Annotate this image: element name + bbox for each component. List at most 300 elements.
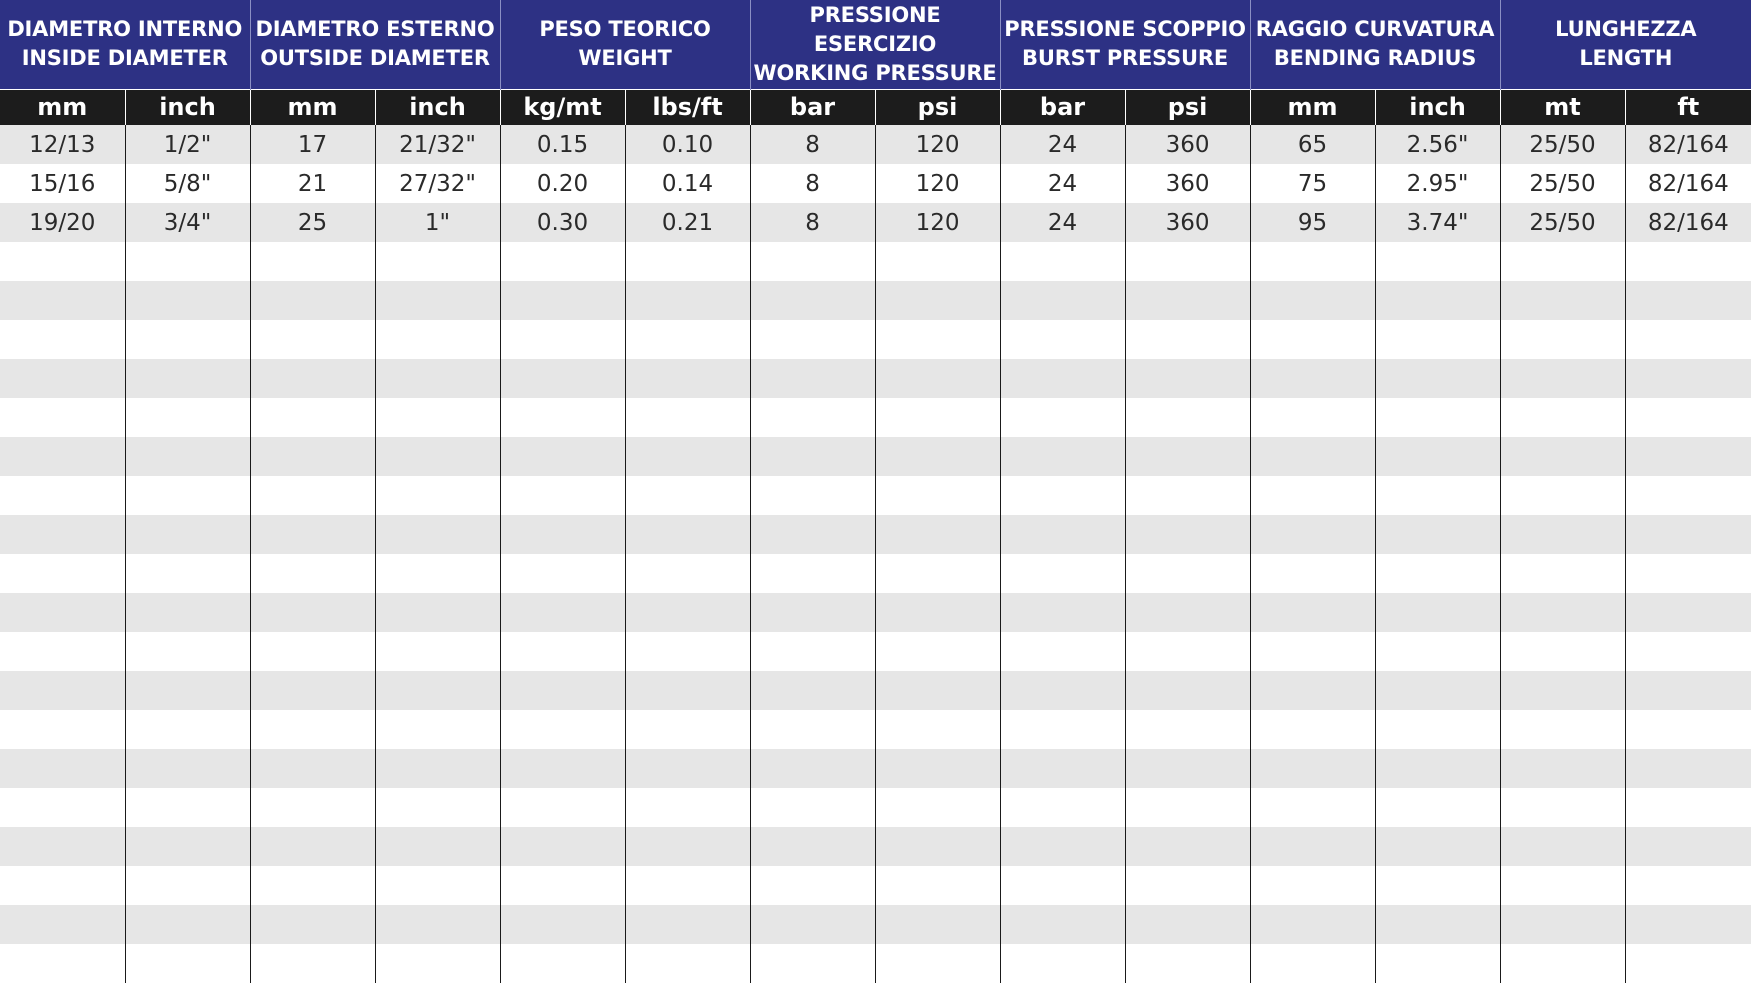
- table-cell: [500, 671, 625, 710]
- unit-header: mm: [0, 89, 125, 125]
- table-cell: [1375, 554, 1500, 593]
- table-cell: [1000, 437, 1125, 476]
- table-cell: [625, 281, 750, 320]
- table-cell: [625, 632, 750, 671]
- table-cell: [375, 632, 500, 671]
- table-cell: 360: [1125, 125, 1250, 164]
- table-cell: [500, 866, 625, 905]
- table-cell: [1500, 827, 1625, 866]
- table-cell: [375, 359, 500, 398]
- group-header-en: OUTSIDE DIAMETER: [260, 46, 490, 71]
- table-cell: [250, 281, 375, 320]
- table-cell: [1125, 320, 1250, 359]
- table-cell: 27/32": [375, 164, 500, 203]
- table-cell: [375, 437, 500, 476]
- table-cell: [1125, 476, 1250, 515]
- table-cell: [1250, 359, 1375, 398]
- table-cell: [1625, 632, 1751, 671]
- table-cell: [1000, 905, 1125, 944]
- table-cell: [1000, 281, 1125, 320]
- table-cell: [1375, 398, 1500, 437]
- table-cell: [750, 827, 875, 866]
- group-header-it: RAGGIO CURVATURA: [1255, 17, 1495, 42]
- table-cell: [0, 242, 125, 281]
- table-cell: [125, 281, 250, 320]
- table-cell: [1250, 320, 1375, 359]
- table-cell: 82/164: [1625, 125, 1751, 164]
- group-header-en: WORKING PRESSURE: [753, 60, 997, 85]
- table-cell: [625, 242, 750, 281]
- table-cell: [1000, 866, 1125, 905]
- table-cell: [500, 710, 625, 749]
- table-cell: [375, 788, 500, 827]
- table-cell: [1000, 476, 1125, 515]
- table-cell: [875, 710, 1000, 749]
- table-cell: [1500, 554, 1625, 593]
- table-row: [0, 320, 1751, 359]
- table-cell: [250, 593, 375, 632]
- table-cell: [875, 398, 1000, 437]
- unit-header: inch: [125, 89, 250, 125]
- table-cell: [500, 437, 625, 476]
- unit-header: bar: [1000, 89, 1125, 125]
- table-cell: [0, 476, 125, 515]
- table-cell: [750, 359, 875, 398]
- table-cell: [1000, 359, 1125, 398]
- table-cell: [375, 476, 500, 515]
- table-row: [0, 554, 1751, 593]
- table-row: [0, 398, 1751, 437]
- table-cell: 15/16: [0, 164, 125, 203]
- table-cell: [0, 788, 125, 827]
- table-cell: [1125, 944, 1250, 983]
- table-row: [0, 437, 1751, 476]
- table-row: [0, 203, 1751, 242]
- unit-header: psi: [875, 89, 1000, 125]
- table-cell: [1125, 671, 1250, 710]
- table-cell: [750, 515, 875, 554]
- table-cell: [625, 710, 750, 749]
- table-cell: [375, 827, 500, 866]
- table-row: [0, 281, 1751, 320]
- table-cell: [1500, 632, 1625, 671]
- table-cell: [875, 554, 1000, 593]
- group-header-en: WEIGHT: [578, 46, 672, 71]
- table-cell: [1000, 944, 1125, 983]
- table-cell: [625, 476, 750, 515]
- unit-header: inch: [375, 89, 500, 125]
- table-cell: [875, 359, 1000, 398]
- table-cell: [625, 905, 750, 944]
- group-header-it: PESO TEORICO: [539, 17, 711, 42]
- table-cell: [0, 749, 125, 788]
- table-cell: [1250, 398, 1375, 437]
- unit-header: inch: [1375, 89, 1500, 125]
- table-cell: [1375, 788, 1500, 827]
- table-cell: [1625, 710, 1751, 749]
- table-cell: [250, 749, 375, 788]
- table-cell: [1000, 554, 1125, 593]
- table-cell: [625, 671, 750, 710]
- table-cell: [750, 593, 875, 632]
- table-cell: [250, 788, 375, 827]
- unit-header: ft: [1625, 89, 1751, 125]
- table-cell: [1000, 632, 1125, 671]
- table-cell: 25/50: [1500, 164, 1625, 203]
- group-header-burst-pressure: [1000, 0, 1250, 89]
- table-cell: [1250, 710, 1375, 749]
- table-cell: [1250, 554, 1375, 593]
- table-cell: 24: [1000, 164, 1125, 203]
- table-cell: [1375, 242, 1500, 281]
- group-header-it: DIAMETRO INTERNO: [7, 17, 243, 42]
- table-cell: [1625, 359, 1751, 398]
- table-cell: [375, 281, 500, 320]
- table-cell: 82/164: [1625, 203, 1751, 242]
- table-cell: [875, 476, 1000, 515]
- table-cell: [875, 944, 1000, 983]
- table-cell: [1500, 359, 1625, 398]
- table-cell: [0, 827, 125, 866]
- group-header-it: PRESSIONE ESERCIZIO: [809, 2, 941, 56]
- table-cell: [1125, 866, 1250, 905]
- table-cell: [1625, 320, 1751, 359]
- group-header-it: DIAMETRO ESTERNO: [255, 17, 495, 42]
- group-header-bending-radius: [1250, 0, 1500, 89]
- table-cell: [125, 359, 250, 398]
- table-cell: [125, 710, 250, 749]
- table-cell: [1125, 242, 1250, 281]
- table-cell: 21: [250, 164, 375, 203]
- table-cell: [0, 710, 125, 749]
- table-cell: [1500, 749, 1625, 788]
- table-cell: [250, 632, 375, 671]
- group-header-en: INSIDE DIAMETER: [21, 46, 228, 71]
- table-cell: 65: [1250, 125, 1375, 164]
- table-cell: [750, 671, 875, 710]
- table-cell: [1625, 749, 1751, 788]
- table-cell: [1000, 320, 1125, 359]
- table-cell: [1125, 398, 1250, 437]
- table-cell: 360: [1125, 164, 1250, 203]
- table-row: [0, 593, 1751, 632]
- table-cell: [1500, 437, 1625, 476]
- table-cell: [1500, 398, 1625, 437]
- table-cell: [750, 554, 875, 593]
- table-cell: [375, 671, 500, 710]
- table-cell: [375, 905, 500, 944]
- table-cell: 120: [875, 203, 1000, 242]
- table-cell: [625, 944, 750, 983]
- table-cell: [875, 866, 1000, 905]
- table-cell: [1500, 710, 1625, 749]
- table-cell: [625, 437, 750, 476]
- group-header-inside-diameter: [0, 0, 250, 89]
- table-cell: [500, 788, 625, 827]
- table-cell: [625, 749, 750, 788]
- table-cell: [1375, 710, 1500, 749]
- table-row: [0, 242, 1751, 281]
- table-cell: [1625, 866, 1751, 905]
- table-cell: 19/20: [0, 203, 125, 242]
- table-cell: [1125, 788, 1250, 827]
- table-cell: [375, 593, 500, 632]
- table-cell: [250, 320, 375, 359]
- table-cell: [1125, 710, 1250, 749]
- table-row: [0, 359, 1751, 398]
- table-cell: [1375, 905, 1500, 944]
- table-cell: 0.20: [500, 164, 625, 203]
- table-cell: [500, 515, 625, 554]
- table-cell: [625, 554, 750, 593]
- table-cell: 17: [250, 125, 375, 164]
- table-row: [0, 125, 1751, 164]
- group-header-en: BURST PRESSURE: [1022, 46, 1229, 71]
- group-header-en: BENDING RADIUS: [1273, 46, 1477, 71]
- table-cell: [875, 242, 1000, 281]
- table-cell: [1250, 593, 1375, 632]
- table-row: [0, 788, 1751, 827]
- table-cell: [625, 359, 750, 398]
- table-cell: 24: [1000, 203, 1125, 242]
- table-cell: [500, 554, 625, 593]
- table-cell: [500, 281, 625, 320]
- unit-header: mt: [1500, 89, 1625, 125]
- table-cell: 75: [1250, 164, 1375, 203]
- table-cell: [0, 554, 125, 593]
- table-cell: [125, 437, 250, 476]
- table-cell: [750, 866, 875, 905]
- table-cell: [1625, 788, 1751, 827]
- table-cell: [625, 515, 750, 554]
- group-header-working-pressure: [750, 0, 1000, 89]
- table-cell: [375, 242, 500, 281]
- table-cell: [250, 359, 375, 398]
- table-cell: [1500, 515, 1625, 554]
- table-cell: [875, 788, 1000, 827]
- table-cell: [875, 671, 1000, 710]
- table-cell: [1250, 437, 1375, 476]
- table-cell: [875, 905, 1000, 944]
- table-cell: [625, 788, 750, 827]
- table-cell: [125, 632, 250, 671]
- table-cell: [1625, 827, 1751, 866]
- table-cell: [750, 788, 875, 827]
- table-row: [0, 164, 1751, 203]
- table-cell: [125, 476, 250, 515]
- table-cell: [0, 866, 125, 905]
- table-cell: [375, 554, 500, 593]
- table-row: [0, 476, 1751, 515]
- table-cell: [750, 632, 875, 671]
- table-cell: [250, 827, 375, 866]
- table-cell: 5/8": [125, 164, 250, 203]
- table-cell: [1250, 866, 1375, 905]
- table-cell: [500, 944, 625, 983]
- table-cell: [0, 944, 125, 983]
- table-cell: [1625, 554, 1751, 593]
- table-cell: [375, 866, 500, 905]
- table-cell: [1125, 749, 1250, 788]
- table-cell: [0, 593, 125, 632]
- table-cell: 0.14: [625, 164, 750, 203]
- table-cell: [125, 827, 250, 866]
- table-cell: [125, 398, 250, 437]
- table-cell: [500, 632, 625, 671]
- table-cell: [500, 242, 625, 281]
- table-cell: [875, 320, 1000, 359]
- table-cell: [875, 281, 1000, 320]
- table-cell: 1": [375, 203, 500, 242]
- table-cell: [1500, 944, 1625, 983]
- table-cell: [1125, 554, 1250, 593]
- table-cell: [1000, 710, 1125, 749]
- table-cell: [750, 905, 875, 944]
- table-cell: [250, 671, 375, 710]
- unit-header: psi: [1125, 89, 1250, 125]
- group-header-en: LENGTH: [1579, 46, 1673, 71]
- unit-header: kg/mt: [500, 89, 625, 125]
- table-cell: [750, 242, 875, 281]
- table-cell: [500, 749, 625, 788]
- table-cell: [1375, 476, 1500, 515]
- table-cell: 24: [1000, 125, 1125, 164]
- table-cell: [250, 944, 375, 983]
- table-cell: [250, 866, 375, 905]
- table-cell: [750, 710, 875, 749]
- table-cell: 12/13: [0, 125, 125, 164]
- table-cell: [125, 866, 250, 905]
- table-cell: [1625, 476, 1751, 515]
- table-cell: [875, 632, 1000, 671]
- table-cell: 0.10: [625, 125, 750, 164]
- table-cell: [1375, 281, 1500, 320]
- table-cell: [1250, 476, 1375, 515]
- table-cell: [500, 476, 625, 515]
- table-row: [0, 827, 1751, 866]
- table-cell: [1625, 671, 1751, 710]
- table-cell: [1250, 827, 1375, 866]
- table-cell: 25/50: [1500, 203, 1625, 242]
- table-cell: [1250, 632, 1375, 671]
- table-cell: [250, 437, 375, 476]
- table-row: [0, 515, 1751, 554]
- table-cell: [1375, 749, 1500, 788]
- table-cell: [375, 749, 500, 788]
- table-cell: [1250, 944, 1375, 983]
- table-cell: [250, 242, 375, 281]
- table-row: [0, 866, 1751, 905]
- table-cell: [1375, 359, 1500, 398]
- table-cell: [125, 905, 250, 944]
- table-cell: [1625, 905, 1751, 944]
- table-cell: [0, 632, 125, 671]
- table-cell: [250, 554, 375, 593]
- table-cell: [1000, 515, 1125, 554]
- table-cell: [1250, 905, 1375, 944]
- table-cell: 21/32": [375, 125, 500, 164]
- table-cell: [375, 944, 500, 983]
- group-header-outside-diameter: [250, 0, 500, 89]
- table-cell: [1125, 437, 1250, 476]
- table-cell: [0, 359, 125, 398]
- table-cell: [125, 944, 250, 983]
- table-cell: [500, 905, 625, 944]
- table-cell: 2.56": [1375, 125, 1500, 164]
- table-cell: [1250, 788, 1375, 827]
- table-row: [0, 749, 1751, 788]
- table-cell: 8: [750, 164, 875, 203]
- table-cell: 3.74": [1375, 203, 1500, 242]
- table-cell: [1000, 242, 1125, 281]
- table-cell: [0, 281, 125, 320]
- table-cell: 25/50: [1500, 125, 1625, 164]
- table-cell: [625, 827, 750, 866]
- table-cell: 8: [750, 203, 875, 242]
- table-cell: 1/2": [125, 125, 250, 164]
- table-cell: [1375, 515, 1500, 554]
- table-cell: [250, 398, 375, 437]
- table-cell: [1250, 749, 1375, 788]
- table-cell: [1500, 788, 1625, 827]
- table-cell: [1375, 632, 1500, 671]
- table-cell: [750, 944, 875, 983]
- unit-header: bar: [750, 89, 875, 125]
- table-cell: [500, 593, 625, 632]
- table-cell: [1625, 242, 1751, 281]
- table-cell: [500, 359, 625, 398]
- table-cell: [1375, 437, 1500, 476]
- table-cell: [1500, 593, 1625, 632]
- table-cell: [375, 320, 500, 359]
- table-cell: [750, 437, 875, 476]
- table-cell: [250, 905, 375, 944]
- table-cell: [375, 515, 500, 554]
- table-cell: [500, 827, 625, 866]
- table-cell: [1000, 827, 1125, 866]
- table-body: [0, 125, 1751, 983]
- unit-header: lbs/ft: [625, 89, 750, 125]
- table-cell: [500, 320, 625, 359]
- table-cell: [1375, 944, 1500, 983]
- table-cell: [1125, 593, 1250, 632]
- table-cell: [125, 515, 250, 554]
- table-cell: [1000, 671, 1125, 710]
- table-cell: 95: [1250, 203, 1375, 242]
- table-cell: [750, 749, 875, 788]
- table-cell: [1500, 476, 1625, 515]
- table-row: [0, 905, 1751, 944]
- table-cell: [875, 749, 1000, 788]
- table-cell: [1000, 398, 1125, 437]
- table-cell: [250, 515, 375, 554]
- table-cell: [1500, 281, 1625, 320]
- group-header-row: [0, 0, 1751, 89]
- table-cell: [750, 476, 875, 515]
- table-cell: [1625, 437, 1751, 476]
- table-cell: [750, 320, 875, 359]
- table-cell: [625, 866, 750, 905]
- table-cell: 8: [750, 125, 875, 164]
- table-cell: [125, 554, 250, 593]
- table-cell: [1500, 905, 1625, 944]
- table-cell: 120: [875, 164, 1000, 203]
- table-cell: [125, 749, 250, 788]
- table-cell: [1500, 866, 1625, 905]
- table-cell: [1125, 515, 1250, 554]
- table-cell: [1125, 359, 1250, 398]
- table-cell: 0.15: [500, 125, 625, 164]
